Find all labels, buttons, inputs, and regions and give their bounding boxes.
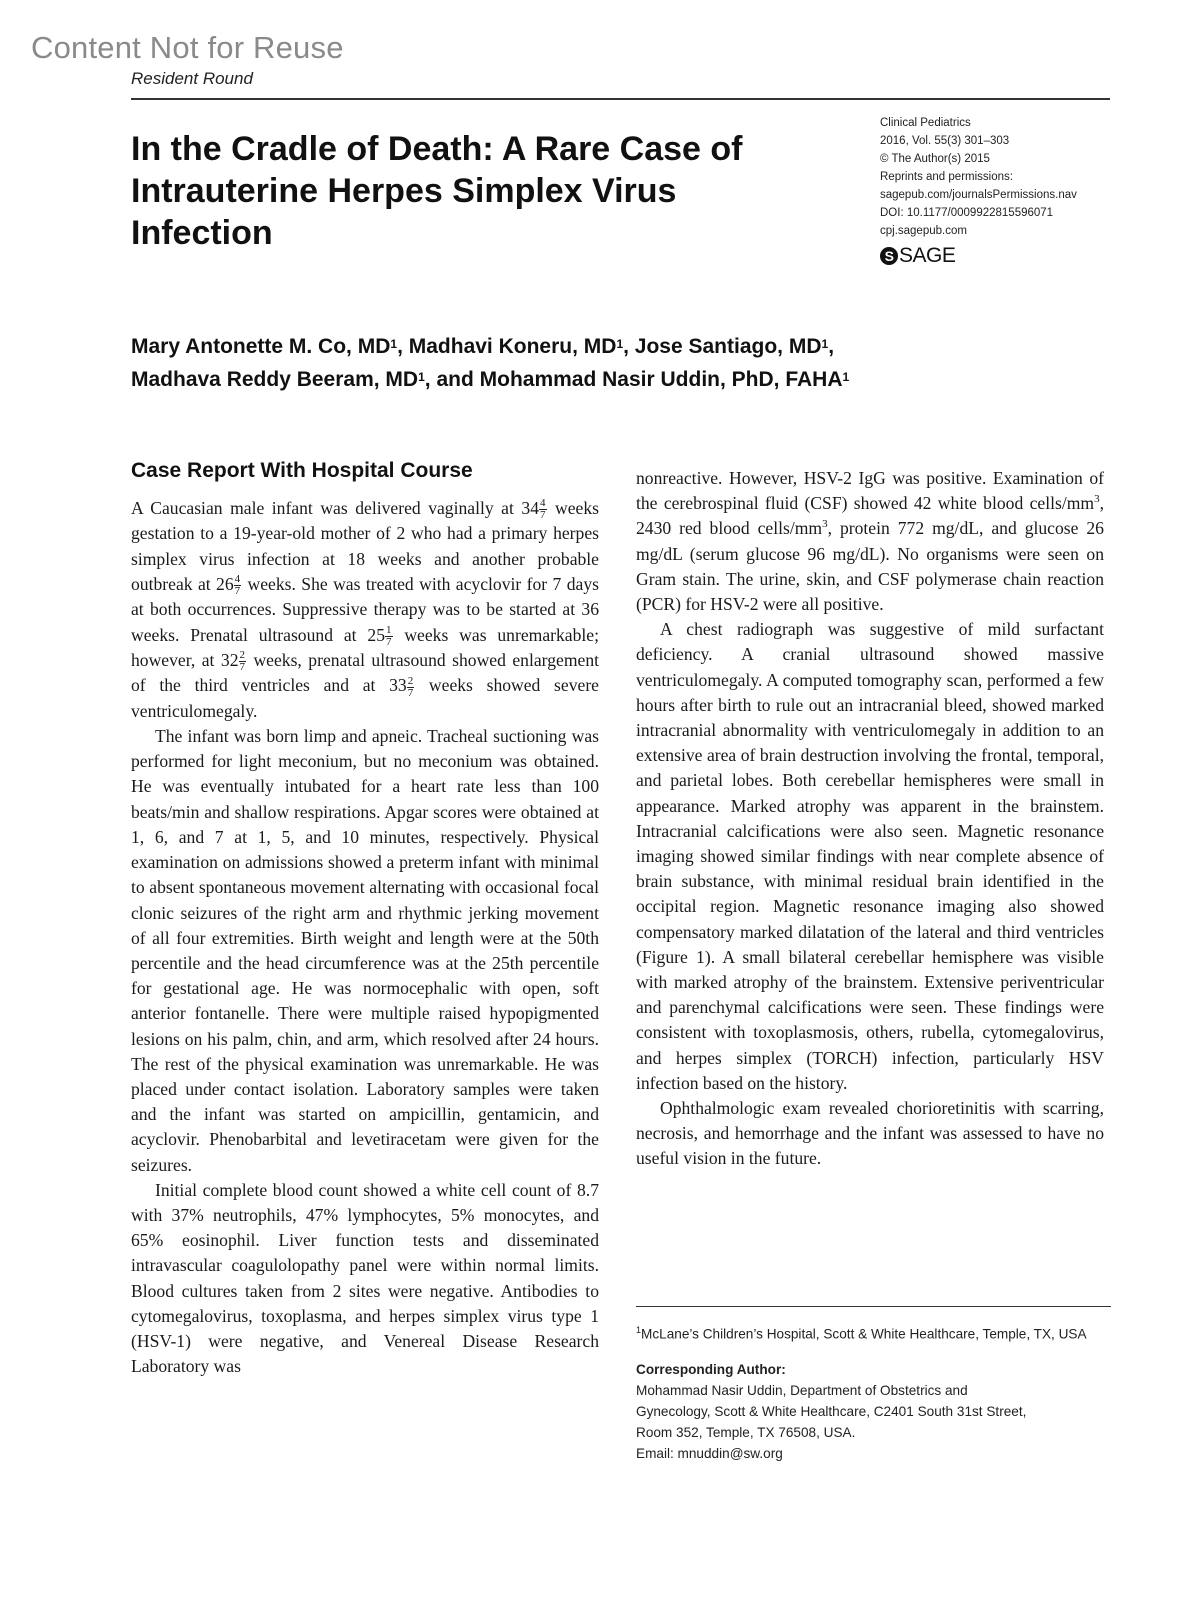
section-label: Resident Round xyxy=(131,69,253,88)
author-name: Mary Antonette M. Co, MD xyxy=(131,335,391,358)
footnotes xyxy=(636,1320,1111,1464)
affiliation-footnote xyxy=(636,1320,1111,1345)
superscript: 3 xyxy=(1094,493,1100,506)
fraction-denominator: 7 xyxy=(407,686,414,699)
fraction-denominator: 7 xyxy=(239,661,245,674)
journal-site-link[interactable]: cpj.sagepub.com xyxy=(880,225,967,237)
sage-logo xyxy=(880,244,955,268)
fraction xyxy=(407,676,415,699)
text-run: A Caucasian male infant was delivered vaginally at 34 xyxy=(131,498,539,518)
affiliation-mark: 1 xyxy=(636,1325,642,1335)
watermark: Content Not for Reuse xyxy=(31,30,344,65)
email-link[interactable]: Email: mnuddin@sw.org xyxy=(636,1445,783,1461)
journal-name: Clinical Pediatrics xyxy=(880,117,971,129)
text-run: weeks. She was treated with acyclovir for 7 days at both occurrences. Suppressive therapy was to be started at 36 weeks. Prenatal ultrasound at 25 xyxy=(131,573,599,645)
author-line-1 xyxy=(131,330,1111,363)
text-run: , 2430 red blood cells/mm xyxy=(636,493,1104,539)
journal-info xyxy=(880,114,1110,240)
author-name: Mohammad Nasir Uddin, PhD, FAHA xyxy=(479,368,843,391)
copyright: © The Author(s) 2015 xyxy=(880,153,990,165)
author-separator: , xyxy=(623,335,635,358)
body-column-right xyxy=(636,466,1104,1172)
sage-s-icon: S xyxy=(880,247,898,265)
paragraph-2: The infant was born limp and apneic. Tracheal suctioning was performed for light meconium, but no meconium was obtained. He was eventually intubated for a heart rate less than 100 beats/min and shallow respirations. Apgar scores were obtained at 1, 6, and 7 at 1, 5, and 10 minutes, respectively. Physical examination on admissions showed a preterm infant with minimal to absent spontaneous movement alternating with occasional focal clonic seizures of the right arm and rhythmic jerking movement of all four extremities. Birth weight and length were at the 50th percentile and the head circumference was at the 25th percentile for gestational age. He was normocephalic with open, soft anterior fontanelle. There were multiple raised hypopigmented lesions on his palm, chin, and arm, which resolved after 24 hours. The rest of the physical examination was unremarkable. He was placed under contact isolation. Laboratory samples were taken and the infant was started on ampicillin, gentamicin, and acyclovir. Phenobarbital and levetiracetam were given for the seizures. xyxy=(131,726,599,1175)
superscript: 3 xyxy=(822,518,828,531)
fraction xyxy=(539,498,547,521)
affiliation-text: McLane’s Children’s Hospital, Scott & White Healthcare, Temple, TX, USA xyxy=(641,1326,1087,1342)
reprints-label: Reprints and permissions: xyxy=(880,171,1013,183)
corresponding-author-line: Mohammad Nasir Uddin, Department of Obstetrics and xyxy=(636,1382,968,1398)
body-column-left xyxy=(131,458,599,1379)
author-separator: , xyxy=(397,335,409,358)
journal-citation: 2016, Vol. 55(3) 301–303 xyxy=(880,135,1010,147)
fraction-numerator: 2 xyxy=(239,649,245,662)
header-rule xyxy=(131,98,1110,100)
corresponding-author-label: Corresponding Author: xyxy=(636,1361,786,1377)
author-list xyxy=(131,330,1111,396)
text-run: weeks was unremarkable; however, at 32 xyxy=(131,624,599,670)
affiliation-mark: 1 xyxy=(390,337,398,351)
fraction xyxy=(385,625,393,648)
author-name: Jose Santiago, MD xyxy=(634,335,822,358)
affiliation-mark: 1 xyxy=(842,370,850,384)
fraction-numerator: 4 xyxy=(540,497,546,510)
paragraph-5: Ophthalmologic exam revealed chorioretinitis with scarring, necrosis, and hemorrhage and the infant was assessed to have no useful vision in the future. xyxy=(636,1098,1104,1169)
fraction-numerator: 4 xyxy=(234,573,241,586)
section-heading: Case Report With Hospital Course xyxy=(131,459,473,482)
paragraph-4: A chest radiograph was suggestive of mild surfactant deficiency. A cranial ultrasound showed massive ventriculomegaly. A computed tomography scan, performed a few hours after birth to rule out an intracranial bleed, showed marked intracranial abnormality with ventriculomegaly in addition to an extensive area of brain destruction involving the frontal, temporal, and parietal lobes. Both cerebellar hemispheres were small in appearance. Marked atrophy was apparent in the brainstem. Intracranial calcifications were also seen. Magnetic resonance imaging showed similar findings with near complete absence of brain substance, with minimal residual brain identified in the occipital region. Magnetic resonance imaging also showed compensatory marked dilatation of the lateral and third ventricles (Figure 1). A small bilateral cerebellar hemisphere was visible with marked atrophy of the brainstem. Extensive periventricular and parenchymal calcifications were seen. These findings were consistent with toxoplasmosis, others, rubella, cytomegalovirus, and herpes simplex (TORCH) infection, particularly HSV infection based on the history. xyxy=(636,619,1104,1093)
sage-logo-text: SAGE xyxy=(899,244,956,267)
author-name: Madhavi Koneru, MD xyxy=(408,335,617,358)
fraction xyxy=(239,650,247,673)
author-separator: , and xyxy=(424,368,480,391)
paragraph-3-continued xyxy=(636,466,1104,617)
author-line-2 xyxy=(131,363,1111,396)
fraction-numerator: 1 xyxy=(386,623,392,636)
footnote-rule xyxy=(636,1306,1111,1307)
author-name: Madhava Reddy Beeram, MD xyxy=(131,368,419,391)
corresponding-author-line: Gynecology, Scott & White Healthcare, C2401 South 31st Street, xyxy=(636,1403,1027,1419)
fraction-denominator: 7 xyxy=(540,509,546,522)
affiliation-mark: 1 xyxy=(616,337,624,351)
paragraph-3: Initial complete blood count showed a white cell count of 8.7 with 37% neutrophils, 47% lymphocytes, 5% monocytes, and 65% eosinophil. Liver function tests and disseminated intravascular coagulolopathy panel were within normal limits. Blood cultures taken from 2 sites were negative. Antibodies to cytomegalovirus, toxoplasma, and herpes simplex virus type 1 (HSV-1) were negative, and Venereal Disease Research Laboratory was xyxy=(131,1179,599,1377)
text-run: weeks, prenatal ultrasound showed enlargement of the third ventricles and at 33 xyxy=(131,649,600,696)
permissions-link[interactable]: sagepub.com/journalsPermissions.nav xyxy=(880,189,1077,201)
text-run: nonreactive. However, HSV-2 IgG was positive. Examination of the cerebrospinal fluid (CSF) showed 42 white blood cells/mm xyxy=(636,468,1104,514)
fraction-denominator: 7 xyxy=(386,635,392,648)
fraction-numerator: 2 xyxy=(407,674,414,687)
article-title: In the Cradle of Death: A Rare Case of Intrauterine Herpes Simplex Virus Infection xyxy=(131,130,743,252)
paragraph-1 xyxy=(131,496,599,724)
affiliation-mark: 1 xyxy=(821,337,829,351)
text-run: , protein 772 mg/dL, and glucose 26 mg/dL (serum glucose 96 mg/dL). No organisms were seen on Gram stain. The urine, skin, and CSF polymerase chain reaction (PCR) for HSV-2 were all positive. xyxy=(636,518,1104,615)
doi[interactable]: DOI: 10.1177/0009922815596071 xyxy=(880,207,1054,219)
text-run: weeks gestation to a 19-year-old mother of 2 who had a primary herpes simplex virus infection at 18 weeks and another probable outbreak at 26 xyxy=(131,498,599,594)
affiliation-mark: 1 xyxy=(418,370,425,384)
corresponding-author-line: Room 352, Temple, TX 76508, USA. xyxy=(636,1424,856,1440)
text-run: weeks showed severe ventriculomegaly. xyxy=(131,675,599,721)
author-separator: , xyxy=(828,335,835,358)
fraction xyxy=(234,574,242,597)
fraction-denominator: 7 xyxy=(234,585,241,598)
